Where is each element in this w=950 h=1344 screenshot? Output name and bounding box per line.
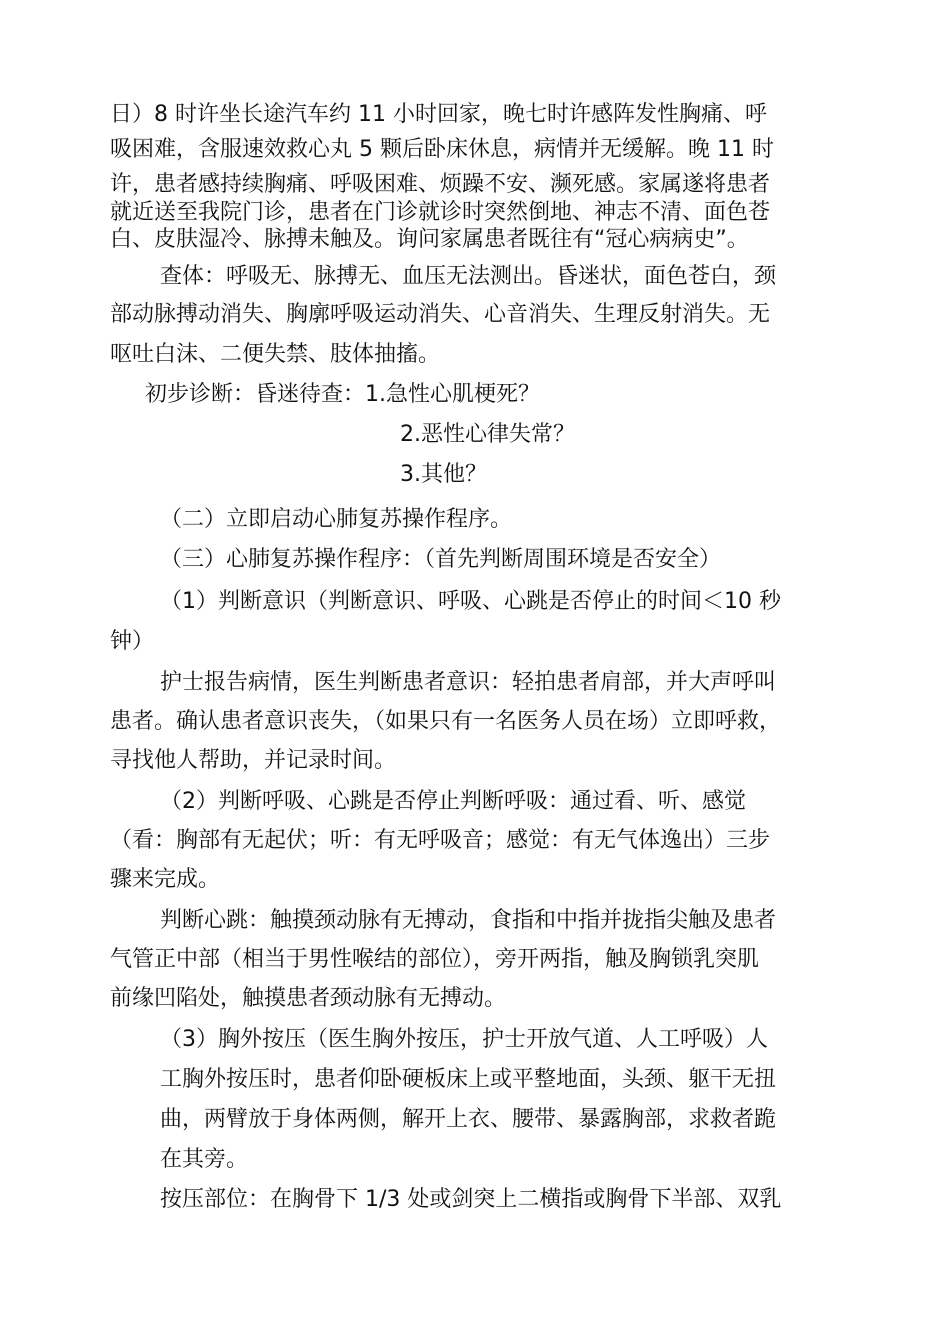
compression-line-4: 在其旁。: [160, 1147, 249, 1172]
history-line-4: 就近送至我院门诊，患者在门诊就诊时突然倒地、神志不清、面色苍: [110, 200, 771, 225]
heartbeat-line-3: 前缘凹陷处，触摸患者颈动脉有无搏动。: [110, 986, 507, 1011]
history-line-5: 白、皮肤湿冷、脉搏未触及。询问家属患者既往有“冠心病病史”。: [110, 227, 749, 252]
nurse-report-line-1: 护士报告病情，医生判断患者意识：轻拍患者肩部，并大声呼叫: [160, 670, 777, 695]
position-line-1: 按压部位：在胸骨下 1/3 处或剑突上二横指或胸骨下半部、双乳: [160, 1187, 782, 1212]
history-line-2: 吸困难，含服速效救心丸 5 颗后卧床休息，病情并无缓解。晚 11 时: [110, 137, 774, 162]
breathing-line-3: 骤来完成。: [110, 867, 221, 892]
exam-line-3: 呕吐白沫、二便失禁、肢体抽搐。: [110, 342, 441, 367]
step2-heading: （二）立即启动心肺复苏操作程序。: [160, 507, 513, 532]
nurse-report-line-2: 患者。确认患者意识丧失，（如果只有一名医务人员在场）立即呼救，: [110, 709, 782, 734]
exam-line-1: 查体：呼吸无、脉搏无、血压无法测出。昏迷状，面色苍白，颈: [160, 264, 777, 289]
step3-heading: （三）心肺复苏操作程序：（首先判断周围环境是否安全）: [160, 547, 722, 572]
nurse-report-line-3: 寻找他人帮助，并记录时间。: [110, 748, 397, 773]
heartbeat-line-2: 气管正中部（相当于男性喉结的部位），旁开两指，触及胸锁乳突肌: [110, 947, 760, 972]
history-line-1: 日）8 时许坐长途汽车约 11 小时回家，晚七时许感阵发性胸痛、呼: [110, 102, 767, 127]
compression-line-1: （3）胸外按压（医生胸外按压，护士开放气道、人工呼吸）人: [160, 1027, 768, 1052]
breathing-line-2: （看：胸部有无起伏；听：有无呼吸音；感觉：有无气体逸出）三步: [110, 828, 771, 853]
consciousness-line-1: （1）判断意识（判断意识、呼吸、心跳是否停止的时间＜10 秒: [160, 589, 781, 614]
exam-line-2: 部动脉搏动消失、胸廓呼吸运动消失、心音消失、生理反射消失。无: [110, 302, 771, 327]
diagnosis-line-3: 3.其他？: [400, 462, 487, 487]
compression-line-3: 曲，两臂放于身体两侧，解开上衣、腰带、暴露胸部，求救者跪: [160, 1107, 777, 1132]
history-line-3: 许，患者感持续胸痛、呼吸困难、烦躁不安、濒死感。家属遂将患者: [110, 172, 771, 197]
compression-line-2: 工胸外按压时，患者仰卧硬板床上或平整地面，头颈、躯干无扭: [160, 1067, 777, 1092]
diagnosis-line-1: 初步诊断：昏迷待查：1.急性心肌梗死？: [145, 382, 540, 407]
breathing-line-1: （2）判断呼吸、心跳是否停止判断呼吸：通过看、听、感觉: [160, 789, 746, 814]
consciousness-line-2: 钟）: [110, 629, 155, 654]
heartbeat-line-1: 判断心跳：触摸颈动脉有无搏动，食指和中指并拢指尖触及患者: [160, 908, 777, 933]
diagnosis-line-2: 2.恶性心律失常？: [400, 422, 575, 447]
